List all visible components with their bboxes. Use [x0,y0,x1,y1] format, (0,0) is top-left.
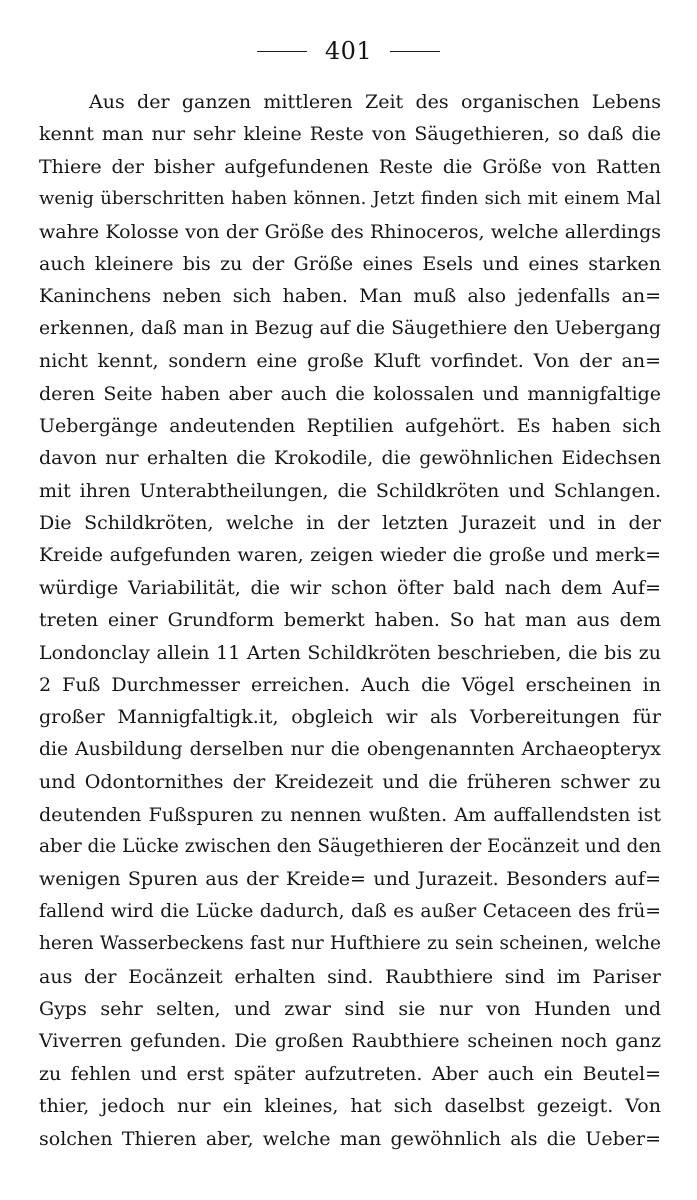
text-line: die Ausbildung derselben nur die obengenannten Archaeopteryx [39,738,661,760]
text-line: solchen Thieren aber, welche man gewöhnlich als die Ueber= [39,1127,661,1150]
text-line: deutenden Fußspuren zu nennen wußten. Am auffallendsten ist [39,803,661,826]
text-line: Londonclay allein 11 Arten Schildkröten beschrieben, die bis zu [39,641,661,664]
text-line: wenigen Spuren aus der Kreide= und Jurazeit. Besonders auf= [39,868,661,891]
text-line: würdige Variabilität, die wir schon öfter bald nach dem Auf= [39,576,661,599]
header-rule-right [390,51,440,52]
text-line: Viverren gefunden. Die großen Raubthiere scheinen noch ganz [39,1030,661,1053]
body-text [39,86,661,1155]
text-line: und Odontornithes der Kreidezeit und die früheren schwer zu [39,771,661,794]
text-line: aus der Eocänzeit erhalten sind. Raubthiere sind im Pariser [39,965,661,988]
text-line: zu fehlen und erst später aufzutreten. Aber auch ein Beutel= [39,1062,661,1085]
text-line: Kreide aufgefunden waren, zeigen wieder die große und merk= [39,544,661,567]
text-line: kennt man nur sehr kleine Reste von Säugethieren, so daß die [39,123,661,146]
text-line: nicht kennt, sondern eine große Kluft vorfindet. Von der an= [39,350,661,373]
text-line: 2 Fuß Durchmesser erreichen. Auch die Vögel erscheinen in [39,674,661,697]
text-line: deren Seite haben aber auch die kolossalen und mannigfaltige [39,382,661,405]
text-line: thier, jedoch nur ein kleines, hat sich daselbst gezeigt. Von [39,1095,661,1118]
text-line: treten einer Grundform bemerkt haben. So hat man aus dem [39,609,661,632]
header-rule-left [257,51,307,52]
text-line: Kaninchens neben sich haben. Man muß also jedenfalls an= [39,285,661,308]
text-line: fallend wird die Lücke dadurch, daß es außer Cetaceen des frü= [39,900,661,922]
text-line: Die Schildkröten, welche in der letzten Jurazeit und in der [39,512,661,535]
text-line: aber die Lücke zwischen den Säugethieren der Eocänzeit und den [39,835,662,857]
text-line: heren Wasserbeckens fast nur Hufthiere zu sein scheinen, welche [39,933,661,955]
text-line: mit ihren Unterabtheilungen, die Schildkröten und Schlangen. [39,479,661,502]
page-number: 401 [324,37,373,65]
page-header [0,34,697,68]
text-line: Gyps sehr selten, und zwar sind sie nur von Hunden und [39,997,661,1020]
text-line: Uebergänge andeutenden Reptilien aufgehört. Es haben sich [39,414,661,437]
text-line: erkennen, daß man in Bezug auf die Säugethiere den Uebergang [39,317,661,339]
text-line: Aus der ganzen mittleren Zeit des organischen Lebens [89,91,661,113]
text-line: auch kleinere bis zu der Größe eines Esels und eines starken [39,252,661,275]
text-line: Thiere der bisher aufgefundenen Reste die Größe von Ratten [39,155,661,178]
text-line: wenig überschritten haben können. Jetzt finden sich mit einem Mal [39,188,661,210]
text-line: großer Mannigfaltigk.it, obgleich wir als Vorbereitungen für [39,706,661,729]
text-line: wahre Kolosse von der Größe des Rhinoceros, welche allerdings [39,220,661,243]
text-line: davon nur erhalten die Krokodile, die gewöhnlichen Eidechsen [39,447,661,470]
